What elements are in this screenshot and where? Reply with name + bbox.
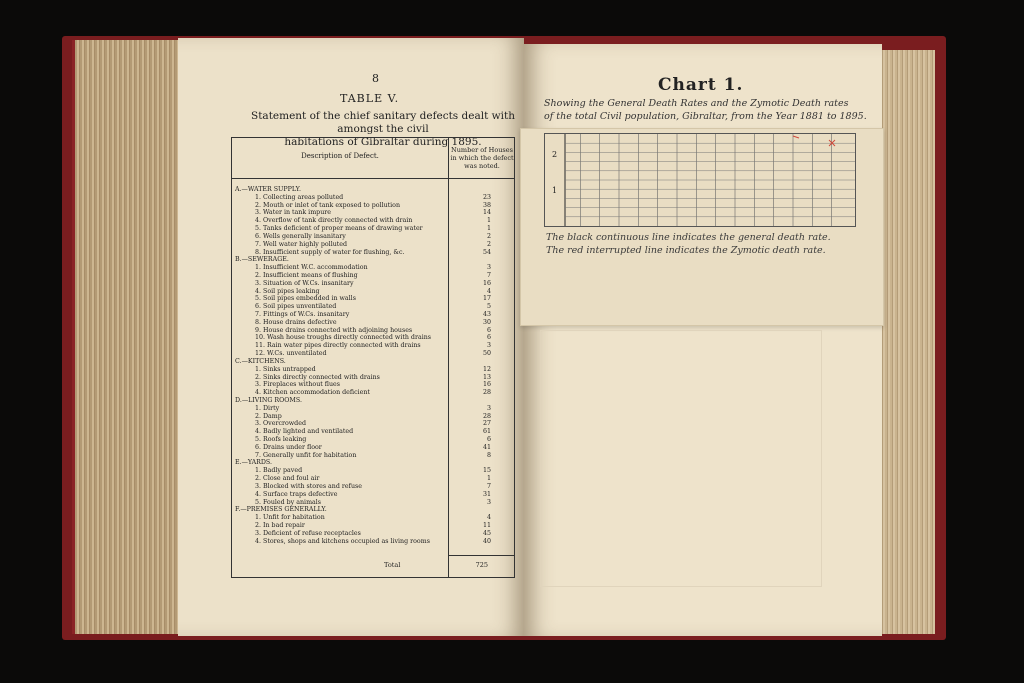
defect-description: 2. Mouth or inlet of tank exposed to pollution xyxy=(255,201,401,209)
table-row xyxy=(235,194,517,202)
defect-description: 4. Surface traps defective xyxy=(255,490,338,498)
table-row xyxy=(235,186,517,194)
table-row xyxy=(235,241,517,249)
table-row xyxy=(235,452,517,460)
table-row xyxy=(235,514,517,522)
defect-description: 5. Soil pipes embedded in walls xyxy=(255,295,356,303)
defect-description: 2. Sinks directly connected with drains xyxy=(255,373,380,381)
column-header-description: Description of Defect. xyxy=(301,152,379,160)
defect-description: 1. Sinks untrapped xyxy=(255,365,316,373)
defect-description: 1. Unfit for habitation xyxy=(255,514,325,522)
page-edges-left xyxy=(72,40,185,634)
table-row xyxy=(235,475,517,483)
defect-description: 5. Roofs leaking xyxy=(255,436,307,443)
chart-grid xyxy=(544,133,856,227)
defect-description: 3. Situation of W.Cs. insanitary xyxy=(255,279,354,287)
defect-count: 3 xyxy=(486,264,491,272)
table-row xyxy=(235,249,517,257)
defect-count: 30 xyxy=(482,318,491,326)
section-heading: D.—LIVING ROOMS. xyxy=(235,396,302,404)
chart-subtitle-line-2: of the total Civil population, Gibraltar, from the Year 1881 to 1895. xyxy=(544,111,867,122)
table-row xyxy=(235,428,517,436)
table-row xyxy=(235,342,517,350)
table-total-divider xyxy=(448,555,515,556)
page-number: 8 xyxy=(372,72,379,85)
defect-count: 7 xyxy=(486,271,491,279)
table-row xyxy=(235,280,517,288)
defect-count: 50 xyxy=(482,350,491,358)
defect-count: 3 xyxy=(486,342,491,350)
table-row xyxy=(235,467,517,475)
defect-count: 13 xyxy=(482,373,491,381)
defect-description: 7. Well water highly polluted xyxy=(255,240,348,248)
table-row xyxy=(235,459,517,467)
defect-description: 11. Rain water pipes directly connected with drains xyxy=(255,342,421,350)
defect-count: 3 xyxy=(486,404,491,412)
defect-count: 8 xyxy=(486,451,491,459)
defect-description: 3. Deficient of refuse receptacles xyxy=(255,529,361,537)
table-row xyxy=(235,264,517,272)
table-caption-line-1: Statement of the chief sanitary defects dealt with amongst the civil xyxy=(251,110,515,135)
defect-description: 4. Kitchen accommodation deficient xyxy=(255,389,370,397)
defect-description: 1. Dirty xyxy=(255,404,280,412)
total-value: 725 xyxy=(475,561,488,569)
table-row xyxy=(235,506,517,514)
defect-count: 4 xyxy=(486,514,491,522)
defect-count: 23 xyxy=(482,193,491,201)
table-row xyxy=(235,405,517,413)
defect-count: 5 xyxy=(486,303,491,311)
table-row xyxy=(235,272,517,280)
defect-description: 2. Close and foul air xyxy=(255,475,320,483)
defect-count: 43 xyxy=(482,311,491,318)
defect-count: 31 xyxy=(482,490,491,498)
table-row xyxy=(235,538,517,546)
table-row xyxy=(235,530,517,538)
defect-description: 4. Badly lighted and ventilated xyxy=(255,428,354,436)
table-row xyxy=(235,413,517,421)
chart-subtitle-line-1: Showing the General Death Rates and the Zymotic Death rates xyxy=(544,98,849,109)
y-axis-label-2: 2 xyxy=(552,150,558,159)
defect-description: 5. Tanks deficient of proper means of drawing water xyxy=(255,225,423,233)
table-row xyxy=(235,327,517,335)
table-row xyxy=(235,522,517,530)
table-row xyxy=(235,311,517,319)
table-header-divider xyxy=(231,178,515,179)
defect-count: 6 xyxy=(486,326,491,334)
defect-count: 11 xyxy=(482,521,491,529)
section-heading: C.—KITCHENS. xyxy=(235,357,286,365)
defect-description: 6. Drains under floor xyxy=(255,443,322,451)
red-mark xyxy=(793,136,799,138)
table-row xyxy=(235,491,517,499)
defect-count: 54 xyxy=(482,248,491,256)
defect-count: 7 xyxy=(486,482,491,490)
defect-count: 41 xyxy=(482,443,491,451)
chart-subtitle xyxy=(544,97,874,123)
table-row xyxy=(235,303,517,311)
table-row xyxy=(235,436,517,444)
table-row xyxy=(235,295,517,303)
chart-title: Chart 1. xyxy=(658,75,744,95)
defect-count: 27 xyxy=(482,420,491,428)
table-row xyxy=(235,209,517,217)
defect-count: 1 xyxy=(486,225,491,233)
defect-count: 2 xyxy=(486,240,491,248)
defect-count: 40 xyxy=(482,537,491,545)
defect-description: 1. Insufficient W.C. accommodation xyxy=(255,264,368,272)
defect-count: 2 xyxy=(486,232,491,240)
y-axis-label-1: 1 xyxy=(552,186,558,195)
defect-count: 4 xyxy=(486,287,491,295)
table-title: TABLE V. xyxy=(340,92,400,105)
defect-description: 4. Soil pipes leaking xyxy=(255,287,320,295)
defect-description: 12. W.Cs. unventilated xyxy=(255,350,327,358)
defect-count: 45 xyxy=(482,529,491,537)
table-row xyxy=(235,217,517,225)
table-caption-line-2: habitations of Gibraltar during 1895. xyxy=(284,136,482,148)
table-row xyxy=(235,288,517,296)
defect-count: 14 xyxy=(482,209,491,217)
defect-count: 6 xyxy=(486,334,491,342)
defect-description: 6. Soil pipes unventilated xyxy=(255,303,337,311)
defect-description: 3. Fireplaces without flues xyxy=(255,381,340,389)
defect-description: 2. Insufficient means of flushing xyxy=(255,271,358,279)
page-bleed-through xyxy=(540,330,822,587)
defect-count: 17 xyxy=(482,295,491,303)
defect-description: 2. In bad repair xyxy=(255,521,305,529)
defect-count: 12 xyxy=(482,365,491,373)
defect-description: 7. Fittings of W.Cs. insanitary xyxy=(255,311,350,318)
table-row xyxy=(235,420,517,428)
section-heading: F.—PREMISES GENERALLY. xyxy=(235,506,327,514)
defect-count: 3 xyxy=(486,498,491,506)
defect-description: 5. Fouled by animals xyxy=(255,498,322,506)
table-body xyxy=(235,186,517,545)
table-row xyxy=(235,350,517,358)
defect-description: 4. Stores, shops and kitchens occupied as living rooms xyxy=(255,537,430,545)
defect-description: 7. Generally unfit for habitation xyxy=(255,451,357,459)
defect-description: 6. Wells generally insanitary xyxy=(255,232,346,240)
defect-description: 9. House drains connected with adjoining houses xyxy=(255,326,413,334)
defect-description: 2. Damp xyxy=(255,412,282,420)
defect-description: 10. Wash house troughs directly connected with drains xyxy=(255,334,432,342)
section-heading: E.—YARDS. xyxy=(235,459,272,467)
table-row xyxy=(235,225,517,233)
table-row xyxy=(235,334,517,342)
section-heading: A.—WATER SUPPLY. xyxy=(235,186,301,193)
table-row xyxy=(235,499,517,507)
table-row xyxy=(235,397,517,405)
column-header-count: Number of Houses in which the defect was noted. xyxy=(450,146,514,170)
defect-count: 61 xyxy=(482,428,491,436)
table-row xyxy=(235,483,517,491)
defect-count: 16 xyxy=(482,381,491,389)
defect-count: 1 xyxy=(486,475,491,483)
defect-description: 3. Water in tank impure xyxy=(255,209,331,217)
defect-description: 4. Overflow of tank directly connected with drain xyxy=(255,217,413,225)
defect-count: 1 xyxy=(486,217,491,225)
table-row xyxy=(235,381,517,389)
table-row xyxy=(235,319,517,327)
defect-description: 3. Overcrowded xyxy=(255,420,306,428)
defect-count: 15 xyxy=(482,467,491,475)
table-row xyxy=(235,256,517,264)
page-edges-right xyxy=(880,50,935,634)
defect-description: 8. House drains defective xyxy=(255,318,337,326)
defect-description: 1. Badly paved xyxy=(255,467,303,475)
defect-count: 28 xyxy=(482,389,491,397)
defect-description: 1. Collecting areas polluted xyxy=(255,193,344,201)
table-row xyxy=(235,233,517,241)
defect-count: 28 xyxy=(482,412,491,420)
defect-count: 6 xyxy=(486,436,491,443)
table-row xyxy=(235,366,517,374)
section-heading: B.—SEWERAGE. xyxy=(235,256,289,264)
total-label: Total xyxy=(384,561,401,569)
defect-description: 8. Insufficient supply of water for flushing, &c. xyxy=(255,248,405,256)
table-row xyxy=(235,374,517,382)
table-row xyxy=(235,389,517,397)
defect-description: 3. Blocked with stores and refuse xyxy=(255,482,362,490)
table-row xyxy=(235,444,517,452)
defect-count: 16 xyxy=(482,279,491,287)
table-row xyxy=(235,358,517,366)
legend-note-black: The black continuous line indicates the general death rate. xyxy=(546,232,831,243)
defect-count: 38 xyxy=(482,201,491,209)
legend-note-red: The red interrupted line indicates the Zymotic death rate. xyxy=(546,245,826,256)
table-row xyxy=(235,202,517,210)
